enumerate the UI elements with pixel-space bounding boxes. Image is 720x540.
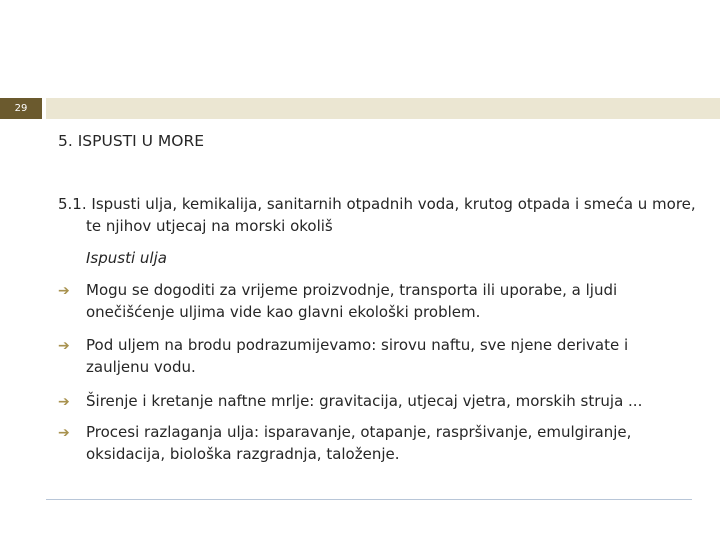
bullet-item	[58, 390, 683, 412]
bullet-text: Pod uljem na brodu podrazumijevamo: sirovu naftu, sve njene derivate i zauljenu vodu.	[86, 336, 629, 376]
section-title: 5. ISPUSTI U MORE	[58, 132, 205, 150]
bullet-text: Širenje i kretanje naftne mrlje: gravitacija, utjecaj vjetra, morskih struja ...	[86, 392, 643, 410]
bullet-text: Mogu se dogoditi za vrijeme proizvodnje, transporta ili uporabe, a ljudi onečišćenje uljima vide kao glavni ekološki problem.	[86, 281, 618, 321]
topic-heading: Ispusti ulja	[86, 249, 167, 267]
footer-divider	[46, 499, 692, 500]
bullet-item	[58, 421, 683, 465]
arrow-right-icon: ➔	[58, 338, 70, 354]
slide-number: 29	[0, 98, 42, 119]
subsection-heading: 5.1. Ispusti ulja, kemikalija, sanitarnih otpadnih voda, krutog otpada i smeća u more, te njihov utjecaj na morski okoliš	[58, 195, 696, 235]
arrow-right-icon: ➔	[58, 283, 70, 299]
arrow-right-icon: ➔	[58, 425, 70, 441]
header-bar	[46, 98, 720, 119]
bullet-item	[58, 279, 683, 323]
arrow-right-icon: ➔	[58, 394, 70, 410]
bullet-text: Procesi razlaganja ulja: isparavanje, otapanje, raspršivanje, emulgiranje, oksidacija, biološka razgradnja, taloženje.	[86, 423, 632, 463]
bullet-item	[58, 334, 683, 378]
